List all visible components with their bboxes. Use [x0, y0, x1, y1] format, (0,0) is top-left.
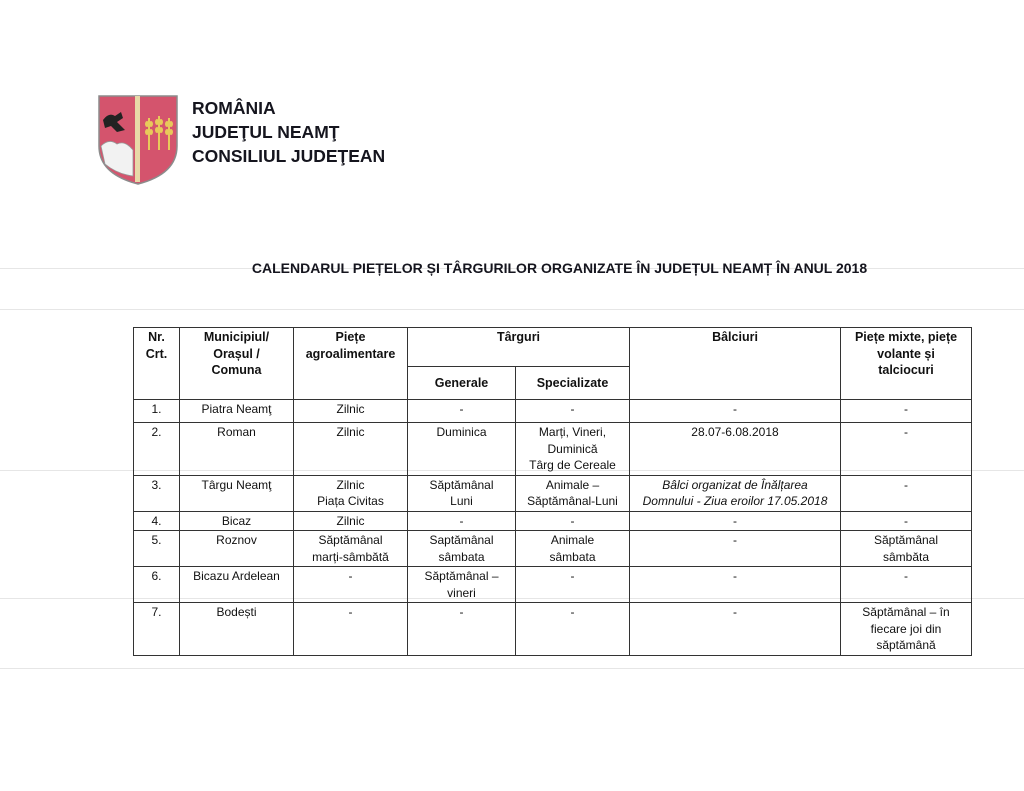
table-row: [134, 400, 972, 423]
table-row: [134, 475, 972, 511]
cell-funfairs: -: [630, 400, 841, 423]
cell-general-fairs: Saptămânal sâmbata: [408, 531, 516, 567]
cell-funfairs: Bâlci organizat de Înălțarea Domnului - Ziua eroilor 17.05.2018: [630, 475, 841, 511]
cell-municipality: Bodești: [180, 603, 294, 656]
cell-mixed-markets: -: [841, 400, 972, 423]
cell-general-fairs: -: [408, 603, 516, 656]
cell-municipality: Roman: [180, 423, 294, 476]
cell-agri-markets: -: [294, 567, 408, 603]
cell-agri-markets: Zilnic Piața Civitas: [294, 475, 408, 511]
cell-funfairs: -: [630, 511, 841, 531]
cell-agri-markets: Zilnic: [294, 423, 408, 476]
cell-mixed-markets: -: [841, 511, 972, 531]
county-name: JUDEŢUL NEAMŢ: [192, 122, 340, 142]
cell-general-fairs: -: [408, 511, 516, 531]
cell-nr: 3.: [134, 475, 180, 511]
table-row: [134, 603, 972, 656]
cell-mixed-markets: -: [841, 567, 972, 603]
cell-municipality: Roznov: [180, 531, 294, 567]
country-name: ROMÂNIA: [192, 98, 276, 118]
cell-agri-markets: Zilnic: [294, 511, 408, 531]
cell-specialized-fairs: Animale sâmbata: [516, 531, 630, 567]
col-header-funfairs: Bâlciuri: [630, 328, 841, 400]
cell-mixed-markets: -: [841, 423, 972, 476]
cell-specialized-fairs: Animale – Săptămânal-Luni: [516, 475, 630, 511]
cell-agri-markets: -: [294, 603, 408, 656]
cell-funfairs: 28.07-6.08.2018: [630, 423, 841, 476]
cell-nr: 4.: [134, 511, 180, 531]
col-header-mixed-markets: Piețe mixte, piețe volante și talciocuri: [841, 328, 972, 400]
col-header-general: Generale: [408, 367, 516, 400]
cell-nr: 7.: [134, 603, 180, 656]
cell-specialized-fairs: -: [516, 567, 630, 603]
cell-agri-markets: Zilnic: [294, 400, 408, 423]
col-header-specialized: Specializate: [516, 367, 630, 400]
cell-general-fairs: -: [408, 400, 516, 423]
cell-specialized-fairs: Marți, Vineri, Duminică Târg de Cereale: [516, 423, 630, 476]
cell-mixed-markets: -: [841, 475, 972, 511]
scan-line: [0, 309, 1024, 310]
cell-mixed-markets: Săptămânal – în fiecare joi din săptămână: [841, 603, 972, 656]
cell-specialized-fairs: -: [516, 400, 630, 423]
cell-mixed-markets: Săptămânal sâmbăta: [841, 531, 972, 567]
col-header-nr: Nr. Crt.: [134, 328, 180, 400]
table-row: [134, 531, 972, 567]
cell-funfairs: -: [630, 603, 841, 656]
cell-nr: 5.: [134, 531, 180, 567]
cell-municipality: Bicaz: [180, 511, 294, 531]
cell-municipality: Târgu Neamţ: [180, 475, 294, 511]
cell-nr: 1.: [134, 400, 180, 423]
cell-funfairs: -: [630, 531, 841, 567]
cell-specialized-fairs: -: [516, 603, 630, 656]
cell-general-fairs: Duminica: [408, 423, 516, 476]
markets-calendar-table: [133, 327, 972, 656]
cell-general-fairs: Săptămânal Luni: [408, 475, 516, 511]
cell-municipality: Piatra Neamţ: [180, 400, 294, 423]
col-header-municipality: Municipiul/ Orașul / Comuna: [180, 328, 294, 400]
council-name: CONSILIUL JUDEŢEAN: [192, 146, 386, 166]
cell-agri-markets: Săptămânal marți-sâmbătă: [294, 531, 408, 567]
cell-municipality: Bicazu Ardelean: [180, 567, 294, 603]
coat-of-arms-icon: [97, 94, 179, 186]
table-row: [134, 567, 972, 603]
col-header-agri-markets: Piețe agroalimentare: [294, 328, 408, 400]
institution-header: [192, 96, 385, 168]
table-row: [134, 423, 972, 476]
cell-funfairs: -: [630, 567, 841, 603]
cell-general-fairs: Săptămânal – vineri: [408, 567, 516, 603]
cell-specialized-fairs: -: [516, 511, 630, 531]
cell-nr: 6.: [134, 567, 180, 603]
cell-nr: 2.: [134, 423, 180, 476]
table-row: [134, 511, 972, 531]
col-header-fairs: Târguri: [408, 328, 630, 367]
document-title: CALENDARUL PIEȚELOR ȘI TÂRGURILOR ORGANIZATE ÎN JUDEȚUL NEAMȚ ÎN ANUL 2018: [251, 260, 868, 276]
scan-line: [0, 668, 1024, 669]
